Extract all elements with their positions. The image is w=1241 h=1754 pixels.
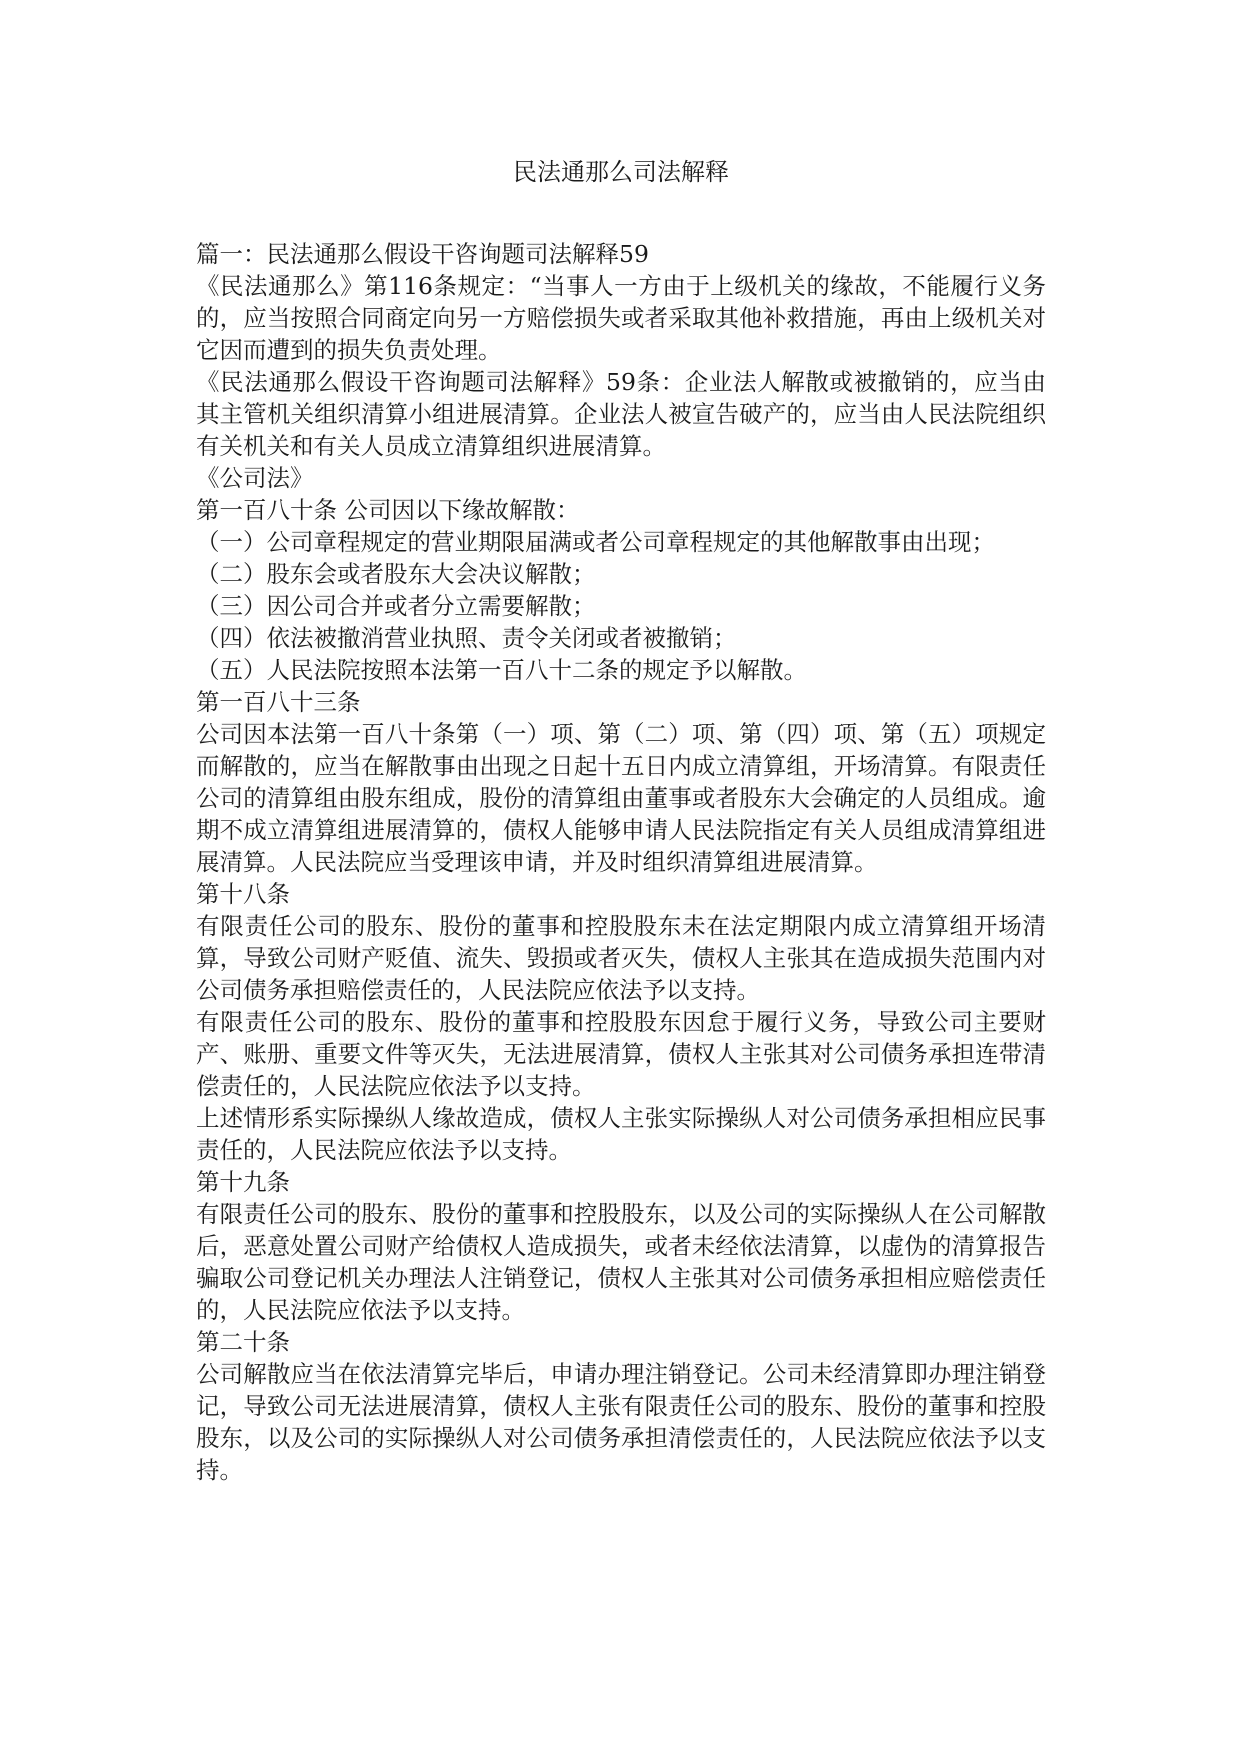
paragraph: 第一百八十三条 (196, 688, 361, 716)
paragraph: （二）股东会或者股东大会决议解散； (196, 560, 596, 588)
paragraph: （五）人民法院按照本法第一百八十二条的规定予以解散。 (196, 656, 807, 684)
paragraph: 有限责任公司的股东、股份的董事和控股股东未在法定期限内成立清算组开场清算，导致公司财产贬值、流失、毁损或者灭失，债权人主张其在造成损失范围内对公司债务承担赔偿责任的，人民法院应依法予以支持。 (196, 912, 1046, 1004)
paragraph: 篇一：民法通那么假设干咨询题司法解释59 (196, 240, 649, 268)
paragraph: 上述情形系实际操纵人缘故造成，债权人主张实际操纵人对公司债务承担相应民事责任的，人民法院应依法予以支持。 (196, 1104, 1046, 1164)
document-title: 民法通那么司法解释 (513, 158, 729, 186)
paragraph: 《民法通那么》第116条规定：“当事人一方由于上级机关的缘故，不能履行义务的，应当按照合同商定向另一方赔偿损失或者采取其他补救措施，再由上级机关对它因而遭到的损失负责处理。 (196, 272, 1046, 364)
paragraph: 《民法通那么假设干咨询题司法解释》59条：企业法人解散或被撤销的，应当由其主管机关组织清算小组进展清算。企业法人被宣告破产的，应当由人民法院组织有关机关和有关人员成立清算组织进展清算。 (196, 368, 1046, 460)
paragraph: （四）依法被撤消营业执照、责令关闭或者被撤销； (196, 624, 737, 652)
paragraph: 第十九条 (196, 1168, 290, 1196)
paragraph: （一）公司章程规定的营业期限届满或者公司章程规定的其他解散事由出现； (196, 528, 995, 556)
paragraph: 《公司法》 (196, 464, 314, 492)
paragraph: （三）因公司合并或者分立需要解散； (196, 592, 596, 620)
paragraph: 公司因本法第一百八十条第（一）项、第（二）项、第（四）项、第（五）项规定而解散的，应当在解散事由出现之日起十五日内成立清算组，开场清算。有限责任公司的清算组由股东组成，股份的清算组由董事或者股东大会确定的人员组成。逾期不成立清算组进展清算的，债权人能够申请人民法院指定有关人员组成清算组进展清算。人民法院应当受理该申请，并及时组织清算组进展清算。 (196, 720, 1046, 876)
document-page (196, 156, 1046, 1486)
paragraph: 第二十条 (196, 1328, 290, 1356)
paragraph: 有限责任公司的股东、股份的董事和控股股东，以及公司的实际操纵人在公司解散后，恶意处置公司财产给债权人造成损失，或者未经依法清算，以虚伪的清算报告骗取公司登记机关办理法人注销登记，债权人主张其对公司债务承担相应赔偿责任的，人民法院应依法予以支持。 (196, 1200, 1046, 1324)
paragraph: 第十八条 (196, 880, 290, 908)
paragraph: 公司解散应当在依法清算完毕后，申请办理注销登记。公司未经清算即办理注销登记，导致公司无法进展清算，债权人主张有限责任公司的股东、股份的董事和控股股东，以及公司的实际操纵人对公司债务承担清偿责任的，人民法院应依法予以支持。 (196, 1360, 1046, 1484)
paragraph: 有限责任公司的股东、股份的董事和控股股东因怠于履行义务，导致公司主要财产、账册、重要文件等灭失，无法进展清算，债权人主张其对公司债务承担连带清偿责任的，人民法院应依法予以支持。 (196, 1008, 1046, 1100)
paragraph: 第一百八十条 公司因以下缘故解散： (196, 496, 580, 524)
